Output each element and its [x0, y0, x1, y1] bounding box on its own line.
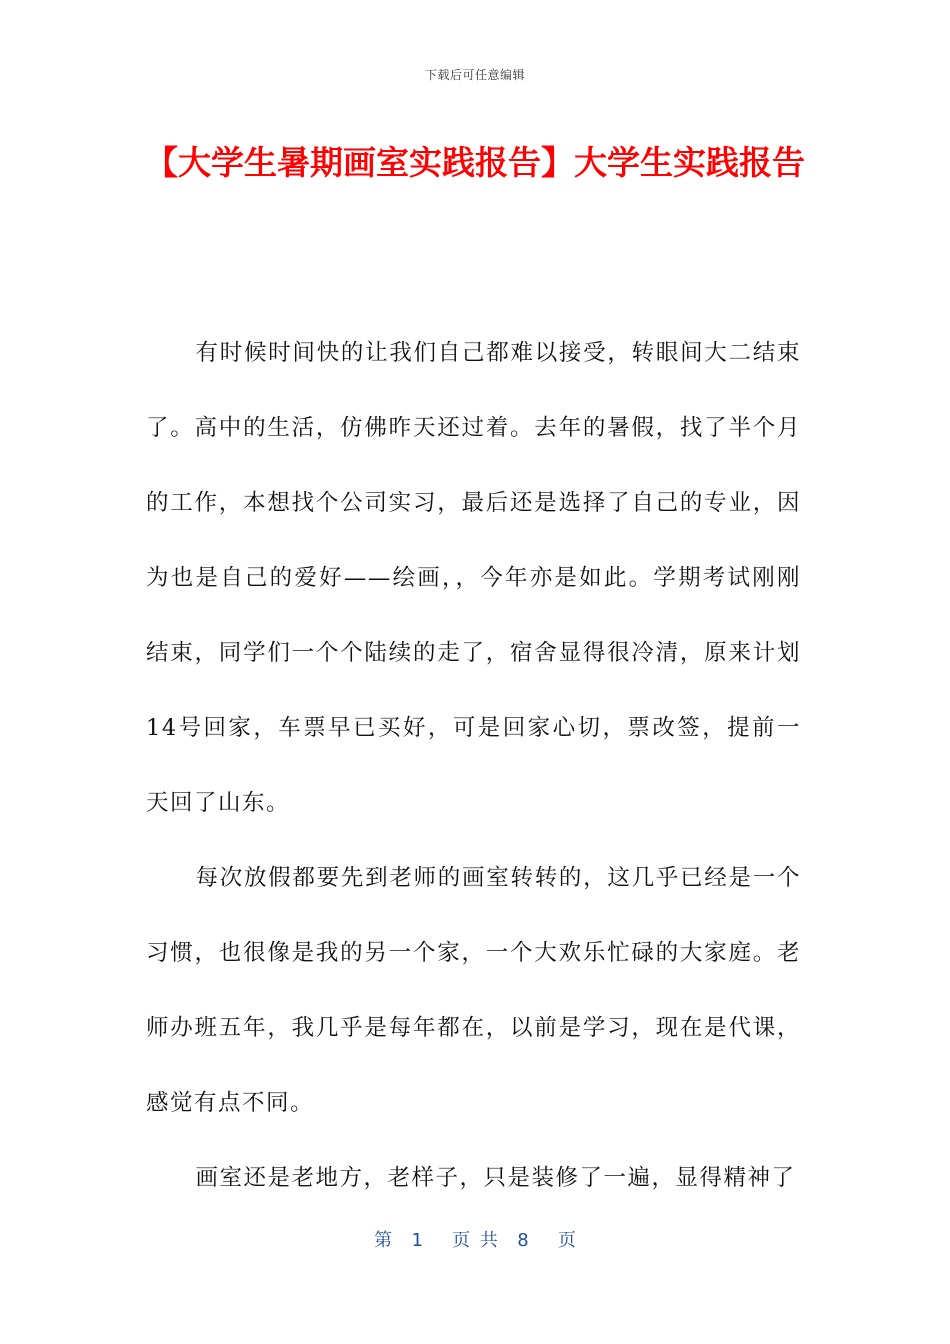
paragraph-3: 画室还是老地方，老样子，只是装修了一遍，显得精神了	[195, 1165, 796, 1191]
paragraph-2: 每次放假都要先到老师的画室转转的，这几乎已经是一个习惯，也很像是我的另一个家，一个大欢乐忙碌的大家庭。老师办班五年，我几乎是每年都在，以前是学习，现在是代课，感觉有点不同。	[146, 865, 801, 1116]
page-header: 下载后可任意编辑	[424, 68, 525, 82]
page-number-footer: 第 1 页 共 8 页	[374, 1230, 576, 1251]
document-title: 【大学生暑期画室实践报告】大学生实践报告	[145, 143, 805, 182]
document-body	[146, 316, 801, 1216]
paragraph-1: 有时候时间快的让我们自己都难以接受，转眼间大二结束了。高中的生活，仿佛昨天还过着。去年的暑假，找了半个月的工作，本想找个公司实习，最后还是选择了自己的专业，因为也是自己的爱好——绘画，，今年亦是如此。学期考试刚刚结束，同学们一个个陆续的走了，宿舍显得很冷清，原来计划14号回家，车票早已买好，可是回家心切，票改签，提前一天回了山东。	[146, 340, 801, 816]
